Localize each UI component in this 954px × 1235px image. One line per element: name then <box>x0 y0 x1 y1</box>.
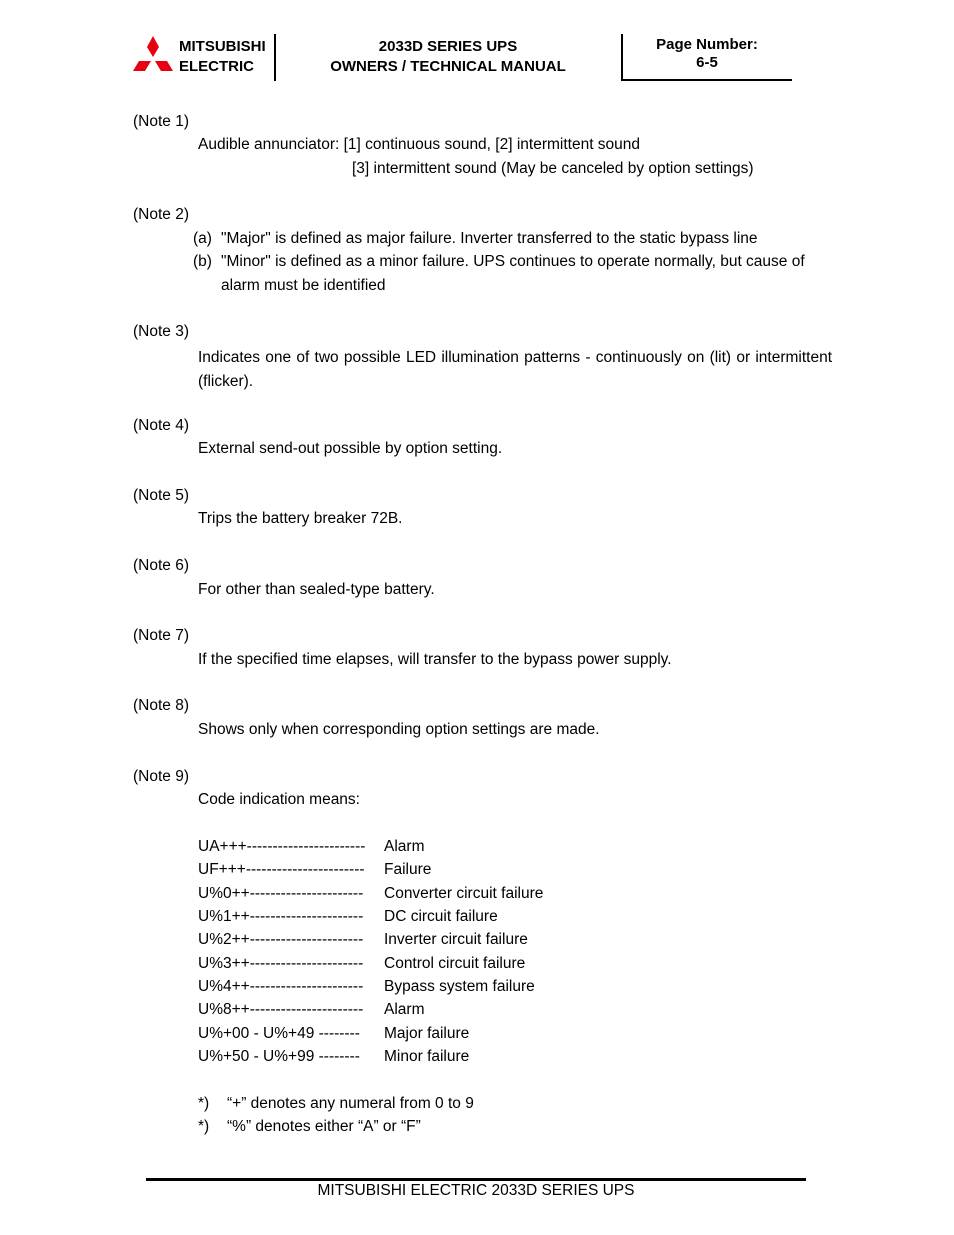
mitsubishi-logo-icon <box>133 36 173 74</box>
header-divider-left <box>274 34 276 81</box>
document-title-line-1: 2033D SERIES UPS <box>378 38 518 55</box>
code-value: Major failure <box>384 1025 470 1042</box>
note-1-text-line-2: [3] intermittent sound (May be canceled by option settings) <box>352 160 754 177</box>
code-key: U%0++---------------------- <box>198 885 364 902</box>
header-rule <box>622 79 792 81</box>
note-2-b-text-line-2: alarm must be identified <box>221 277 386 294</box>
code-value: Alarm <box>384 838 425 855</box>
note-6-text: For other than sealed-type battery. <box>198 581 435 598</box>
note-4-label: (Note 4) <box>133 417 189 434</box>
code-value: Converter circuit failure <box>384 885 544 902</box>
code-value: Inverter circuit failure <box>384 931 528 948</box>
code-value: Minor failure <box>384 1048 470 1065</box>
note-2-b-marker: (b) <box>193 253 212 270</box>
note-9-label: (Note 9) <box>133 768 189 785</box>
note-4-text: External send-out possible by option setting. <box>198 440 503 457</box>
note-2-label: (Note 2) <box>133 206 189 223</box>
note-9-text: Code indication means: <box>198 791 360 808</box>
page-footer: MITSUBISHI ELECTRIC 2033D SERIES UPS <box>317 1182 635 1199</box>
brand-line-1: MITSUBISHI <box>179 38 266 55</box>
code-value: Alarm <box>384 1001 425 1018</box>
code-key: U%+00 - U%+49 -------- <box>198 1025 360 1042</box>
note-2-b-text-line-1: "Minor" is defined as a minor failure. UPS continues to operate normally, but cause of <box>221 253 805 270</box>
code-value: DC circuit failure <box>384 908 498 925</box>
note-1-label: (Note 1) <box>133 113 189 130</box>
code-key: U%8++---------------------- <box>198 1001 364 1018</box>
brand-line-2: ELECTRIC <box>179 58 254 75</box>
note-2-a-marker: (a) <box>193 230 212 247</box>
brand-name <box>179 37 266 77</box>
note-7-label: (Note 7) <box>133 627 189 644</box>
note-5-label: (Note 5) <box>133 487 189 504</box>
footnote-1-text: “+” denotes any numeral from 0 to 9 <box>227 1095 474 1112</box>
code-value: Control circuit failure <box>384 955 526 972</box>
code-key: U%+50 - U%+99 -------- <box>198 1048 360 1065</box>
note-7-text: If the specified time elapses, will transfer to the bypass power supply. <box>198 651 672 668</box>
code-value: Failure <box>384 861 432 878</box>
code-key: U%2++---------------------- <box>198 931 364 948</box>
note-2-a-text: "Major" is defined as major failure. Inverter transferred to the static bypass line <box>221 230 758 247</box>
note-5-text: Trips the battery breaker 72B. <box>198 510 403 527</box>
note-1-text-line-1: Audible annunciator: [1] continuous sound, [2] intermittent sound <box>198 136 641 153</box>
code-key: UA+++----------------------- <box>198 838 366 855</box>
note-3-text: Indicates one of two possible LED illumination patterns - continuously on (lit) or intermittent (flicker). <box>198 349 832 390</box>
code-key: UF+++----------------------- <box>198 861 365 878</box>
footnote-2-marker: *) <box>198 1118 210 1135</box>
code-key: U%3++---------------------- <box>198 955 364 972</box>
note-8-label: (Note 8) <box>133 697 189 714</box>
note-3-label: (Note 3) <box>133 323 189 340</box>
note-6-label: (Note 6) <box>133 557 189 574</box>
page-number-label: Page Number: <box>656 36 758 53</box>
header-divider-right <box>621 34 623 81</box>
page-number: 6-5 <box>696 54 718 71</box>
footnote-2-text: “%” denotes either “A” or “F” <box>227 1118 421 1135</box>
code-key: U%1++---------------------- <box>198 908 364 925</box>
document-title-line-2: OWNERS / TECHNICAL MANUAL <box>330 58 566 75</box>
code-value: Bypass system failure <box>384 978 535 995</box>
note-8-text: Shows only when corresponding option settings are made. <box>198 721 600 738</box>
page-number-block <box>624 36 790 72</box>
footnote-1-marker: *) <box>198 1095 210 1112</box>
code-key: U%4++---------------------- <box>198 978 364 995</box>
document-title <box>278 37 618 77</box>
